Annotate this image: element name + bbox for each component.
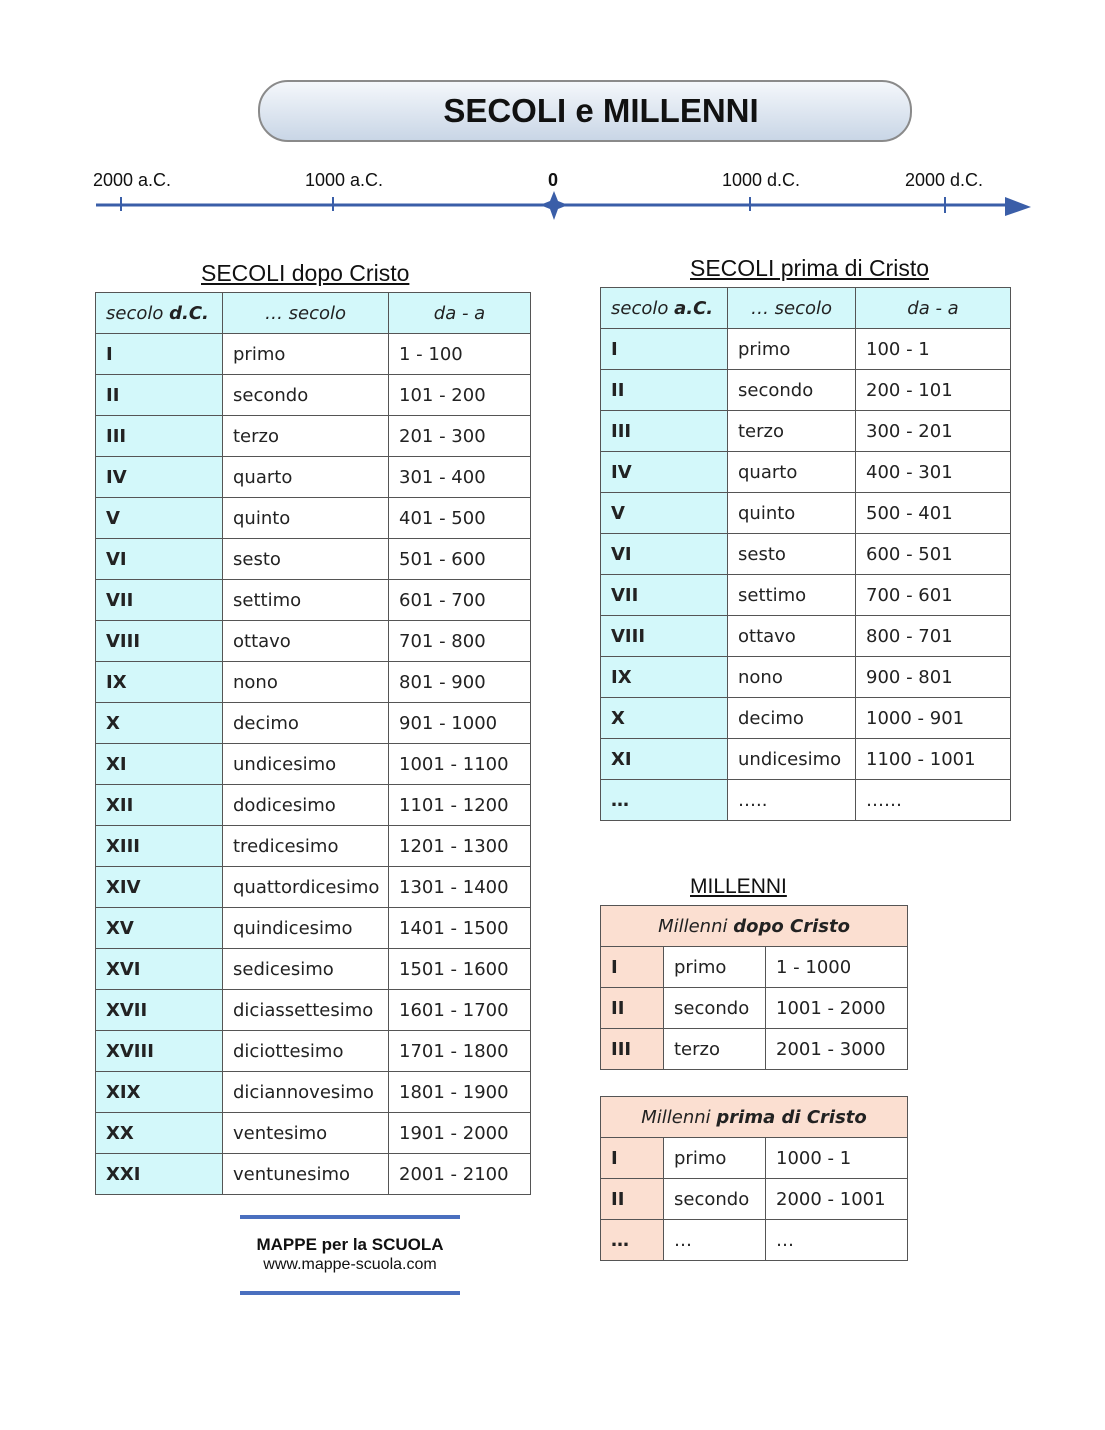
table-row bbox=[601, 1179, 908, 1220]
header-ordinal: … secolo bbox=[728, 288, 856, 329]
table-row bbox=[96, 1031, 531, 1072]
cell-range: 1601 - 1700 bbox=[389, 990, 531, 1031]
cell-roman: III bbox=[601, 1029, 664, 1070]
cell-ordinal: quinto bbox=[728, 493, 856, 534]
cell-ordinal: quindicesimo bbox=[223, 908, 389, 949]
cell-roman: I bbox=[601, 1138, 664, 1179]
cell-range: 401 - 500 bbox=[389, 498, 531, 539]
cell-ordinal: … bbox=[664, 1220, 766, 1261]
footer bbox=[240, 1215, 460, 1295]
cell-ordinal: dodicesimo bbox=[223, 785, 389, 826]
cell-range: 2001 - 2100 bbox=[389, 1154, 531, 1195]
table-row bbox=[96, 867, 531, 908]
table-row bbox=[96, 1154, 531, 1195]
cell-range: 901 - 1000 bbox=[389, 703, 531, 744]
table-row bbox=[601, 780, 1011, 821]
table-row bbox=[601, 739, 1011, 780]
cell-range: 100 - 1 bbox=[856, 329, 1011, 370]
cell-ordinal: ventesimo bbox=[223, 1113, 389, 1154]
cell-roman: II bbox=[601, 370, 728, 411]
cell-roman: … bbox=[601, 1220, 664, 1261]
cell-ordinal: nono bbox=[728, 657, 856, 698]
cell-ordinal: secondo bbox=[728, 370, 856, 411]
cell-roman: II bbox=[601, 1179, 664, 1220]
cell-range: 300 - 201 bbox=[856, 411, 1011, 452]
cell-roman: XVII bbox=[96, 990, 223, 1031]
header-century: secolo d.C. bbox=[96, 293, 223, 334]
table-row bbox=[96, 744, 531, 785]
cell-roman: I bbox=[601, 947, 664, 988]
page-title: SECOLI e MILLENNI bbox=[443, 92, 759, 129]
cell-roman: XIX bbox=[96, 1072, 223, 1113]
cell-roman: XIII bbox=[96, 826, 223, 867]
cell-range: 1001 - 1100 bbox=[389, 744, 531, 785]
cell-ordinal: sesto bbox=[223, 539, 389, 580]
cell-roman: X bbox=[96, 703, 223, 744]
dc-centuries-table bbox=[95, 292, 531, 1195]
table-row bbox=[601, 947, 908, 988]
cell-range: 1901 - 2000 bbox=[389, 1113, 531, 1154]
table-row bbox=[96, 621, 531, 662]
table-row bbox=[96, 908, 531, 949]
cell-roman: IX bbox=[96, 662, 223, 703]
cell-ordinal: sesto bbox=[728, 534, 856, 575]
cell-ordinal: settimo bbox=[728, 575, 856, 616]
cell-range: 2000 - 1001 bbox=[766, 1179, 908, 1220]
footer-brand: MAPPE per la SCUOLA bbox=[256, 1235, 444, 1254]
table-row bbox=[601, 1029, 908, 1070]
cell-range: 700 - 601 bbox=[856, 575, 1011, 616]
cell-roman: IX bbox=[601, 657, 728, 698]
table-row bbox=[601, 616, 1011, 657]
cell-ordinal: nono bbox=[223, 662, 389, 703]
cell-range: 601 - 700 bbox=[389, 580, 531, 621]
millennia-dc-table bbox=[600, 905, 908, 1070]
cell-roman: … bbox=[601, 780, 728, 821]
cell-ordinal: quinto bbox=[223, 498, 389, 539]
cell-roman: VIII bbox=[601, 616, 728, 657]
cell-roman: XI bbox=[601, 739, 728, 780]
table-row bbox=[96, 785, 531, 826]
table-row bbox=[601, 1220, 908, 1261]
table-row bbox=[96, 662, 531, 703]
table-row bbox=[601, 575, 1011, 616]
millennia-ac-table bbox=[600, 1096, 908, 1261]
cell-roman: II bbox=[601, 988, 664, 1029]
cell-roman: XI bbox=[96, 744, 223, 785]
cell-range: 1 - 100 bbox=[389, 334, 531, 375]
table-header-row bbox=[601, 288, 1011, 329]
cell-ordinal: ottavo bbox=[223, 621, 389, 662]
cell-roman: XVI bbox=[96, 949, 223, 990]
cell-range: 301 - 400 bbox=[389, 457, 531, 498]
cell-roman: VII bbox=[96, 580, 223, 621]
table-row bbox=[601, 657, 1011, 698]
table-row bbox=[96, 457, 531, 498]
table-row bbox=[96, 949, 531, 990]
cell-ordinal: quarto bbox=[728, 452, 856, 493]
cell-roman: VII bbox=[601, 575, 728, 616]
cell-roman: I bbox=[601, 329, 728, 370]
cell-roman: II bbox=[96, 375, 223, 416]
table-header-row bbox=[601, 906, 908, 947]
table-row bbox=[601, 329, 1011, 370]
table-row bbox=[601, 493, 1011, 534]
table-row bbox=[96, 416, 531, 457]
cell-range: 900 - 801 bbox=[856, 657, 1011, 698]
cell-ordinal: settimo bbox=[223, 580, 389, 621]
cell-range: 201 - 300 bbox=[389, 416, 531, 457]
header-range: da - a bbox=[389, 293, 531, 334]
table-row bbox=[96, 539, 531, 580]
cell-range: 1301 - 1400 bbox=[389, 867, 531, 908]
cell-ordinal: diciassettesimo bbox=[223, 990, 389, 1031]
cell-ordinal: secondo bbox=[223, 375, 389, 416]
cell-ordinal: primo bbox=[664, 1138, 766, 1179]
millennia-title: MILLENNI bbox=[690, 875, 787, 898]
ac-table-title: SECOLI prima di Cristo bbox=[690, 255, 930, 281]
cell-roman: XVIII bbox=[96, 1031, 223, 1072]
cell-range: 701 - 800 bbox=[389, 621, 531, 662]
cell-range: 1 - 1000 bbox=[766, 947, 908, 988]
cell-range: 1401 - 1500 bbox=[389, 908, 531, 949]
cell-roman: XXI bbox=[96, 1154, 223, 1195]
cell-roman: I bbox=[96, 334, 223, 375]
cell-range: 800 - 701 bbox=[856, 616, 1011, 657]
cell-roman: V bbox=[601, 493, 728, 534]
dc-table-title: SECOLI dopo Cristo bbox=[201, 260, 410, 286]
cell-ordinal: tredicesimo bbox=[223, 826, 389, 867]
cell-range: 1701 - 1800 bbox=[389, 1031, 531, 1072]
ac-centuries-table bbox=[600, 287, 1011, 821]
cell-roman: XX bbox=[96, 1113, 223, 1154]
cell-ordinal: primo bbox=[664, 947, 766, 988]
cell-range: 1000 - 1 bbox=[766, 1138, 908, 1179]
cell-range: 200 - 101 bbox=[856, 370, 1011, 411]
millennia-ac-header: Millenni prima di Cristo bbox=[601, 1097, 908, 1138]
cell-ordinal: decimo bbox=[728, 698, 856, 739]
table-row bbox=[96, 334, 531, 375]
cell-roman: VIII bbox=[96, 621, 223, 662]
table-row bbox=[96, 580, 531, 621]
cell-ordinal: ventunesimo bbox=[223, 1154, 389, 1195]
timeline-arrow-icon bbox=[1005, 197, 1031, 216]
timeline-label-1000-bc: 1000 a.C. bbox=[305, 170, 384, 190]
table-row bbox=[601, 411, 1011, 452]
table-header-row bbox=[601, 1097, 908, 1138]
cell-range: 1100 - 1001 bbox=[856, 739, 1011, 780]
cell-ordinal: terzo bbox=[223, 416, 389, 457]
cell-range: 1101 - 1200 bbox=[389, 785, 531, 826]
cell-ordinal: secondo bbox=[664, 1179, 766, 1220]
cell-range: 1001 - 2000 bbox=[766, 988, 908, 1029]
footer-divider-top bbox=[240, 1215, 460, 1219]
cell-ordinal: primo bbox=[728, 329, 856, 370]
cell-roman: III bbox=[601, 411, 728, 452]
table-row bbox=[601, 698, 1011, 739]
cell-range: 2001 - 3000 bbox=[766, 1029, 908, 1070]
cell-roman: VI bbox=[601, 534, 728, 575]
cell-ordinal: diciottesimo bbox=[223, 1031, 389, 1072]
cell-ordinal: ….. bbox=[728, 780, 856, 821]
timeline bbox=[0, 0, 1105, 230]
table-row bbox=[601, 452, 1011, 493]
cell-roman: VI bbox=[96, 539, 223, 580]
header-range: da - a bbox=[856, 288, 1011, 329]
cell-range: 1201 - 1300 bbox=[389, 826, 531, 867]
cell-ordinal: decimo bbox=[223, 703, 389, 744]
cell-range: 801 - 900 bbox=[389, 662, 531, 703]
cell-range: 101 - 200 bbox=[389, 375, 531, 416]
millennia-dc-header: Millenni dopo Cristo bbox=[601, 906, 908, 947]
cell-range: 600 - 501 bbox=[856, 534, 1011, 575]
cell-roman: XII bbox=[96, 785, 223, 826]
cell-roman: III bbox=[96, 416, 223, 457]
cell-ordinal: diciannovesimo bbox=[223, 1072, 389, 1113]
table-row bbox=[96, 1072, 531, 1113]
cell-ordinal: primo bbox=[223, 334, 389, 375]
cell-ordinal: quarto bbox=[223, 457, 389, 498]
cell-range: … bbox=[766, 1220, 908, 1261]
table-row bbox=[601, 370, 1011, 411]
cell-ordinal: undicesimo bbox=[223, 744, 389, 785]
cell-range: 1801 - 1900 bbox=[389, 1072, 531, 1113]
timeline-zero-star-icon bbox=[540, 191, 568, 220]
cell-ordinal: secondo bbox=[664, 988, 766, 1029]
cell-roman: XIV bbox=[96, 867, 223, 908]
cell-range: 1000 - 901 bbox=[856, 698, 1011, 739]
table-row bbox=[601, 988, 908, 1029]
table-row bbox=[96, 703, 531, 744]
table-row bbox=[96, 498, 531, 539]
table-row bbox=[96, 990, 531, 1031]
cell-ordinal: undicesimo bbox=[728, 739, 856, 780]
timeline-label-2000-ad: 2000 d.C. bbox=[905, 170, 984, 190]
cell-roman: IV bbox=[601, 452, 728, 493]
header-ordinal: … secolo bbox=[223, 293, 389, 334]
table-row bbox=[96, 1113, 531, 1154]
table-row bbox=[601, 534, 1011, 575]
timeline-label-1000-ad: 1000 d.C. bbox=[722, 170, 801, 190]
cell-ordinal: sedicesimo bbox=[223, 949, 389, 990]
cell-range: 400 - 301 bbox=[856, 452, 1011, 493]
cell-roman: XV bbox=[96, 908, 223, 949]
cell-ordinal: quattordicesimo bbox=[223, 867, 389, 908]
cell-roman: X bbox=[601, 698, 728, 739]
cell-ordinal: terzo bbox=[664, 1029, 766, 1070]
table-header-row bbox=[96, 293, 531, 334]
table-row bbox=[96, 375, 531, 416]
timeline-label-zero: 0 bbox=[548, 170, 559, 190]
header-century: secolo a.C. bbox=[601, 288, 728, 329]
table-row bbox=[601, 1138, 908, 1179]
cell-roman: IV bbox=[96, 457, 223, 498]
footer-divider-bottom bbox=[240, 1291, 460, 1295]
table-row bbox=[96, 826, 531, 867]
footer-website: www.mappe-scuola.com bbox=[263, 1256, 437, 1273]
cell-range: 501 - 600 bbox=[389, 539, 531, 580]
timeline-label-2000-bc: 2000 a.C. bbox=[93, 170, 172, 190]
cell-ordinal: terzo bbox=[728, 411, 856, 452]
cell-range: 1501 - 1600 bbox=[389, 949, 531, 990]
cell-range: 500 - 401 bbox=[856, 493, 1011, 534]
cell-roman: V bbox=[96, 498, 223, 539]
cell-range: …… bbox=[856, 780, 1011, 821]
cell-ordinal: ottavo bbox=[728, 616, 856, 657]
